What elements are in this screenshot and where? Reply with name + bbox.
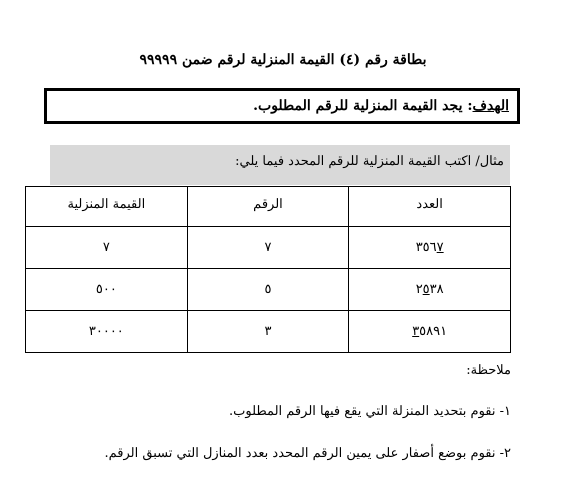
digit-cell: ٥ (187, 269, 349, 311)
number-cell (349, 227, 511, 269)
number-cell (349, 311, 511, 353)
header-digit: الرقم (187, 187, 349, 227)
table-row (26, 269, 511, 311)
digit-cell: ٣ (187, 311, 349, 353)
number-before: ٢ (415, 282, 423, 297)
goal-box (44, 88, 520, 124)
place-value-cell: ٣٠٠٠٠ (26, 311, 188, 353)
header-number: العدد (349, 187, 511, 227)
header-place-value: القيمة المنزلية (26, 187, 188, 227)
card-title: بطاقة رقم (٤) القيمة المنزلية لرقم ضمن ٩٩٩٩٩ (139, 52, 427, 68)
table-header-row (26, 187, 511, 227)
note-item: ٢- نقوم بوضع أصفار على يمين الرقم المحدد بعدد المنازل التي تسبق الرقم. (104, 446, 511, 461)
goal-label: الهدف (472, 98, 509, 114)
place-value-table (25, 186, 511, 353)
marked-digit: ٧ (436, 240, 444, 255)
number-before: ٣٥٦ (415, 240, 437, 255)
number-after: ٥٨٩١ (419, 324, 448, 339)
number-cell (349, 269, 511, 311)
note-title: ملاحظة: (466, 363, 511, 378)
table-row (26, 227, 511, 269)
example-instruction: مثال/ اكتب القيمة المنزلية للرقم المحدد فيما يلي: (50, 145, 510, 185)
place-value-cell: ٥٠٠ (26, 269, 188, 311)
marked-digit: ٣ (412, 324, 420, 339)
table-row (26, 311, 511, 353)
number-after: ٣٨ (429, 282, 444, 297)
digit-cell: ٧ (187, 227, 349, 269)
marked-digit: ٥ (422, 282, 430, 297)
note-item: ١- نقوم بتحديد المنزلة التي يقع فيها الرقم المطلوب. (229, 404, 511, 419)
place-value-cell: ٧ (26, 227, 188, 269)
goal-text: : يجد القيمة المنزلية للرقم المطلوب. (253, 98, 473, 114)
